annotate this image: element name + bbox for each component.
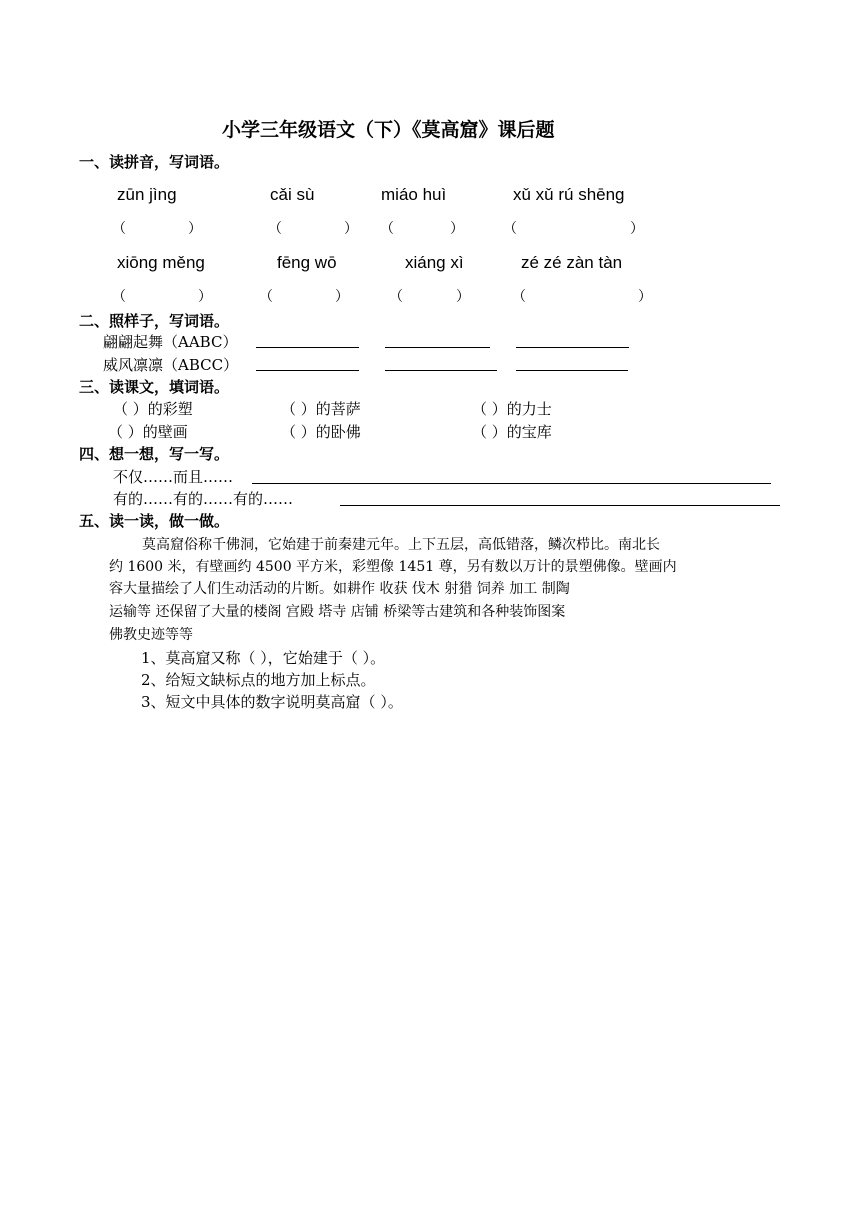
answer-box-open: （: [259, 289, 273, 305]
answer-box-close: ）: [450, 221, 464, 237]
answer-line[interactable]: [385, 370, 497, 371]
example-abcc: 威风凛凛（ABCC）: [103, 356, 239, 374]
pinyin-8: zé zé zàn tàn: [521, 253, 623, 272]
passage-line: 莫高窟俗称千佛洞，它始建于前秦建元年。上下五层，高低错落，鳞次栉比。南北长: [142, 537, 660, 553]
answer-line[interactable]: [385, 347, 490, 348]
page-title: 小学三年级语文（下）《莫高窟》课后题: [222, 119, 555, 141]
answer-box-close: ）: [188, 221, 202, 237]
pinyin-1: zūn jìng: [117, 185, 177, 204]
answer-box-close: ）: [335, 289, 349, 305]
question-2: 2、给短文缺标点的地方加上标点。: [141, 671, 376, 689]
answer-box-open: （: [389, 289, 403, 305]
fill-item: （ ）的壁画: [108, 423, 188, 441]
fill-item: （ ）的菩萨: [281, 400, 361, 418]
fill-item: （ ）的彩塑: [113, 400, 193, 418]
passage-line: 约 1600 米，有壁画约 4500 平方米，彩塑像 1451 尊，另有数以万计的景塑佛像。壁画内: [109, 559, 677, 575]
pattern-2: 有的……有的……有的……: [113, 490, 294, 508]
section-4-heading: 四、想一想，写一写。: [79, 445, 230, 463]
fill-item: （ ）的宝库: [472, 423, 552, 441]
question-1: 1、莫高窟又称（ ），它始建于（ ）。: [141, 649, 386, 667]
fill-item: （ ）的力士: [472, 400, 552, 418]
answer-line[interactable]: [516, 347, 629, 348]
pinyin-5: xiōng měng: [117, 253, 205, 272]
answer-line[interactable]: [516, 370, 628, 371]
section-1-heading: 一、读拼音，写词语。: [79, 153, 230, 171]
passage-line: 运输等 还保留了大量的楼阁 宫殿 塔寺 店铺 桥梁等古建筑和各种装饰图案: [109, 604, 566, 620]
question-3: 3、短文中具体的数字说明莫高窟（ ）。: [141, 693, 403, 711]
pinyin-3: miáo huì: [381, 185, 447, 204]
answer-line[interactable]: [256, 370, 359, 371]
answer-line[interactable]: [340, 505, 780, 506]
answer-box-close: ）: [456, 289, 470, 305]
answer-box-open: （: [503, 221, 517, 237]
passage-line: 佛教史迹等等: [109, 627, 193, 643]
answer-box-open: （: [112, 289, 126, 305]
answer-box-close: ）: [344, 221, 358, 237]
fill-item: （ ）的卧佛: [281, 423, 361, 441]
answer-line[interactable]: [256, 347, 359, 348]
pinyin-2: cǎi sù: [270, 185, 315, 204]
pinyin-7: xiáng xì: [405, 253, 464, 272]
pinyin-4: xǔ xǔ rú shēng: [513, 185, 625, 204]
pinyin-6: fēng wō: [277, 253, 337, 272]
section-2-heading: 二、照样子，写词语。: [79, 312, 230, 330]
answer-line[interactable]: [252, 483, 771, 484]
section-3-heading: 三、读课文，填词语。: [79, 378, 230, 396]
section-5-heading: 五、读一读，做一做。: [79, 512, 230, 530]
answer-box-open: （: [112, 221, 126, 237]
answer-box-close: ）: [630, 221, 644, 237]
passage-line: 容大量描绘了人们生动活动的片断。如耕作 收获 伐木 射猎 饲养 加工 制陶: [109, 581, 570, 597]
answer-box-close: ）: [638, 289, 652, 305]
pattern-1: 不仅……而且……: [113, 468, 234, 486]
answer-box-open: （: [512, 289, 526, 305]
example-aabc: 翩翩起舞（AABC）: [103, 333, 238, 351]
answer-box-open: （: [380, 221, 394, 237]
answer-box-close: ）: [198, 289, 212, 305]
answer-box-open: （: [268, 221, 282, 237]
